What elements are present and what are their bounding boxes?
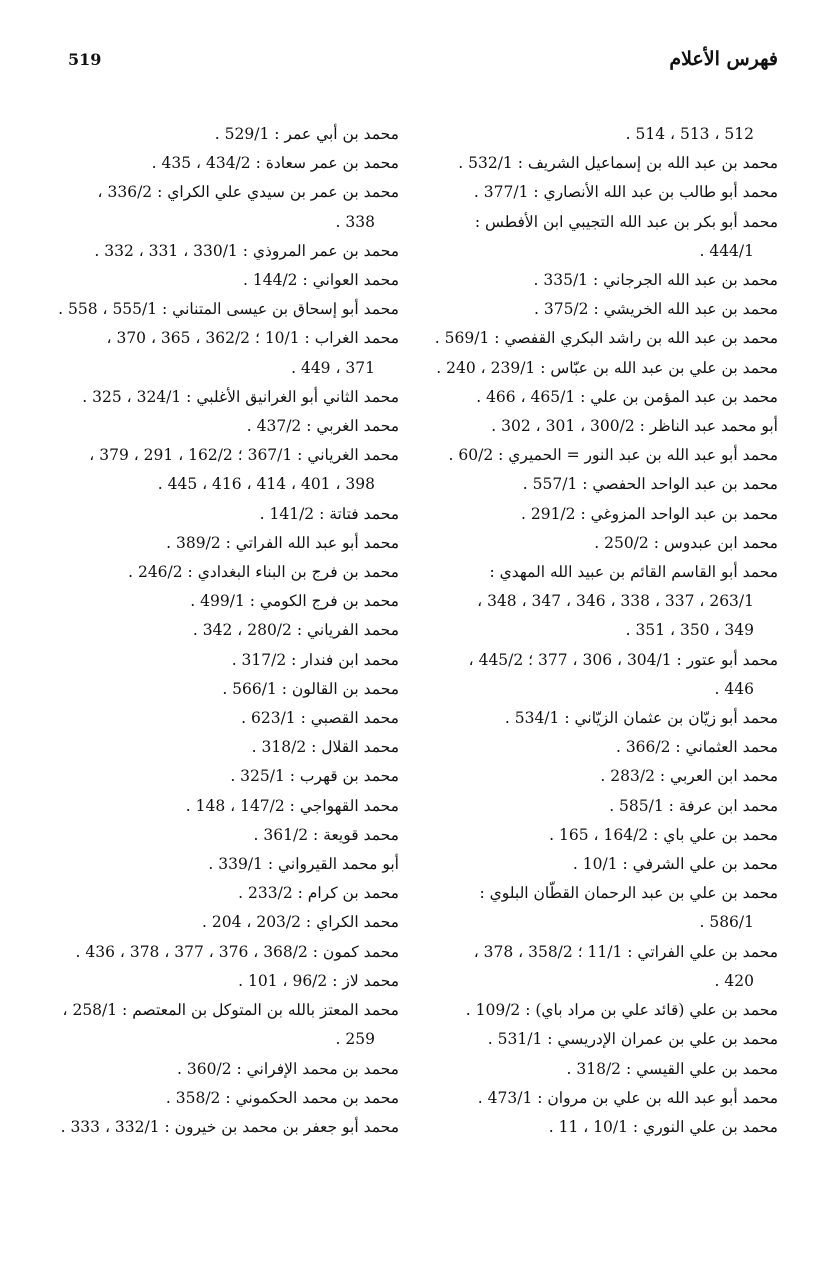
index-entry: محمد أبو بكر بن عبد الله التجيبي ابن الأفطس : — [474, 212, 778, 231]
index-entry: محمد كمون : 368/2 ، 376 ، 377 ، 378 ، 436 . — [75, 942, 399, 961]
index-entry: محمد أبو زيّان بن عثمان الزيّاني : 534/1 . — [504, 709, 778, 728]
index-entry: محمد ابن عبدوس : 250/2 . — [594, 533, 778, 552]
index-entry: محمد بن القالون : 566/1 . — [222, 679, 399, 698]
index-entry: محمد أبو عبد الله الفراتي : 389/2 . — [166, 533, 399, 552]
index-column-right — [423, 120, 778, 1142]
index-entry: محمد القلال : 318/2 . — [251, 738, 399, 757]
index-column-left — [44, 120, 399, 1142]
page-number: 519 — [68, 50, 102, 69]
index-entry: محمد ابن العربي : 283/2 . — [600, 767, 778, 786]
index-entry: محمد بن علي النوري : 10/1 ، 11 . — [548, 1117, 778, 1136]
index-entry: محمد بن فرج بن البناء البغدادي : 246/2 . — [128, 563, 399, 582]
index-entry: محمد الغرياني : 367/1 ؛ 162/2 ، 291 ، 379 ، — [89, 446, 399, 465]
index-entry: محمد بن علي بن عبد الله بن عبّاس : 239/1 ، 240 . — [436, 358, 778, 377]
index-entry-continuation: 398 ، 401 ، 414 ، 416 ، 445 . — [157, 475, 375, 494]
index-entry: محمد فتاتة : 141/2 . — [259, 504, 399, 523]
index-entry: محمد ابن فندار : 317/2 . — [231, 650, 399, 669]
index-entry: محمد بن أبي عمر : 529/1 . — [214, 125, 399, 143]
index-entry: محمد أبو عبد الله بن عبد النور = الحميري : 60/2 . — [448, 446, 778, 465]
index-entry: أبو محمد القيرواني : 339/1 . — [208, 855, 399, 874]
index-entry: محمد بن علي القيسي : 318/2 . — [566, 1059, 778, 1078]
index-entry-continuation: 446 . — [714, 679, 754, 698]
index-entry: محمد العواني : 144/2 . — [243, 271, 399, 290]
index-entry: محمد أبو جعفر بن محمد بن خيرون : 332/1 ، 333 . — [60, 1117, 399, 1136]
index-entry-continuation: 349 ، 350 ، 351 . — [625, 621, 754, 640]
running-title: فهرس الأعلام — [669, 48, 778, 70]
index-entry: محمد بن عمر المروذي : 330/1 ، 331 ، 332 . — [94, 241, 399, 260]
index-entry: محمد بن علي باي : 164/2 ، 165 . — [549, 825, 778, 844]
index-entry: محمد بن علي الشرفي : 10/1 . — [572, 855, 778, 874]
index-entry: محمد لاز : 96/2 ، 101 . — [238, 971, 399, 990]
index-entry: محمد قويعة : 361/2 . — [253, 825, 399, 844]
index-entry: محمد الغربي : 437/2 . — [246, 417, 399, 436]
index-entry: محمد بن عبد الله الخريشي : 375/2 . — [533, 300, 778, 319]
index-entry-continuation: 420 . — [714, 971, 754, 990]
index-entry: محمد الكراي : 203/2 ، 204 . — [202, 913, 399, 932]
index-entry: محمد بن عبد الله بن راشد البكري القفصي : 569/1 . — [434, 329, 778, 348]
index-entry: محمد بن علي الفراتي : 11/1 ؛ 358/2 ، 378 ، — [473, 942, 778, 961]
index-entry: محمد أبو عبد الله بن علي بن مروان : 473/1 . — [477, 1088, 778, 1107]
index-entry-continuation: 444/1 . — [699, 241, 754, 260]
index-entry: محمد بن عبد الواحد المزوغي : 291/2 . — [520, 504, 778, 523]
index-entry: محمد بن عبد الواحد الحفصي : 557/1 . — [522, 475, 778, 494]
index-entry: محمد ابن عرفة : 585/1 . — [609, 796, 778, 815]
index-entry: محمد بن فرج الكومي : 499/1 . — [190, 592, 399, 611]
index-entry: محمد بن قهرب : 325/1 . — [230, 767, 399, 786]
index-entry: محمد المعتز بالله بن المتوكل بن المعتصم : 258/1 ، — [62, 1001, 399, 1020]
index-entry: محمد بن علي (قائد علي بن مراد باي) : 109/2 . — [465, 1001, 778, 1020]
index-entry: محمد بن عبد المؤمن بن علي : 465/1 ، 466 . — [476, 387, 778, 406]
index-entry-continuation: 371 ، 449 . — [291, 358, 375, 377]
index-entry-continuation: 259 . — [335, 1030, 375, 1049]
index-entry: محمد بن محمد الحكموني : 358/2 . — [165, 1088, 399, 1107]
index-entry-continuation: 512 ، 513 ، 514 . — [625, 125, 754, 143]
index-entry: محمد الغراب : 10/1 ؛ 362/2 ، 365 ، 370 ، — [106, 329, 399, 348]
index-entry-continuation: 586/1 . — [699, 913, 754, 932]
index-entry: محمد القصبي : 623/1 . — [241, 709, 399, 728]
index-entry: محمد بن علي بن عبد الرحمان القطّان البلوي : — [479, 884, 778, 903]
index-entry: محمد أبو إسحاق بن عيسى المتناني : 555/1 ، 558 . — [58, 300, 399, 319]
index-entry: محمد أبو القاسم القائم بن عبيد الله المهدي : — [489, 563, 778, 582]
index-entry: محمد العثماني : 366/2 . — [615, 738, 778, 757]
index-entry: محمد أبو عتور : 304/1 ، 306 ، 377 ؛ 445/2 ، — [468, 650, 778, 669]
index-entry: محمد الفرياني : 280/2 ، 342 . — [192, 621, 399, 640]
index-entry-continuation: 338 . — [335, 212, 375, 231]
index-entry: محمد القهواجي : 147/2 ، 148 . — [185, 796, 399, 815]
index-entry: محمد بن عبد الله الجرجاني : 335/1 . — [533, 271, 778, 290]
index-entry: أبو محمد عبد الناظر : 300/2 ، 301 ، 302 . — [491, 417, 778, 436]
index-entry-continuation: 263/1 ، 337 ، 338 ، 346 ، 347 ، 348 ، — [477, 592, 754, 611]
index-entry: محمد بن عمر بن سيدي علي الكراي : 336/2 ، — [97, 183, 399, 202]
index-entry: محمد بن عبد الله بن إسماعيل الشريف : 532/1 . — [458, 154, 778, 173]
index-entry: محمد أبو طالب بن عبد الله الأنصاري : 377/1 . — [473, 183, 778, 202]
index-entry: محمد بن كرام : 233/2 . — [238, 884, 399, 903]
index-entry: محمد بن عمر سعادة : 434/2 ، 435 . — [151, 154, 399, 173]
index-entry: محمد الثاني أبو الغرانيق الأغلبي : 324/1 ، 325 . — [82, 387, 399, 406]
index-entry: محمد بن علي بن عمران الإدريسي : 531/1 . — [487, 1030, 778, 1049]
index-entry: محمد بن محمد الإفراني : 360/2 . — [177, 1059, 399, 1078]
